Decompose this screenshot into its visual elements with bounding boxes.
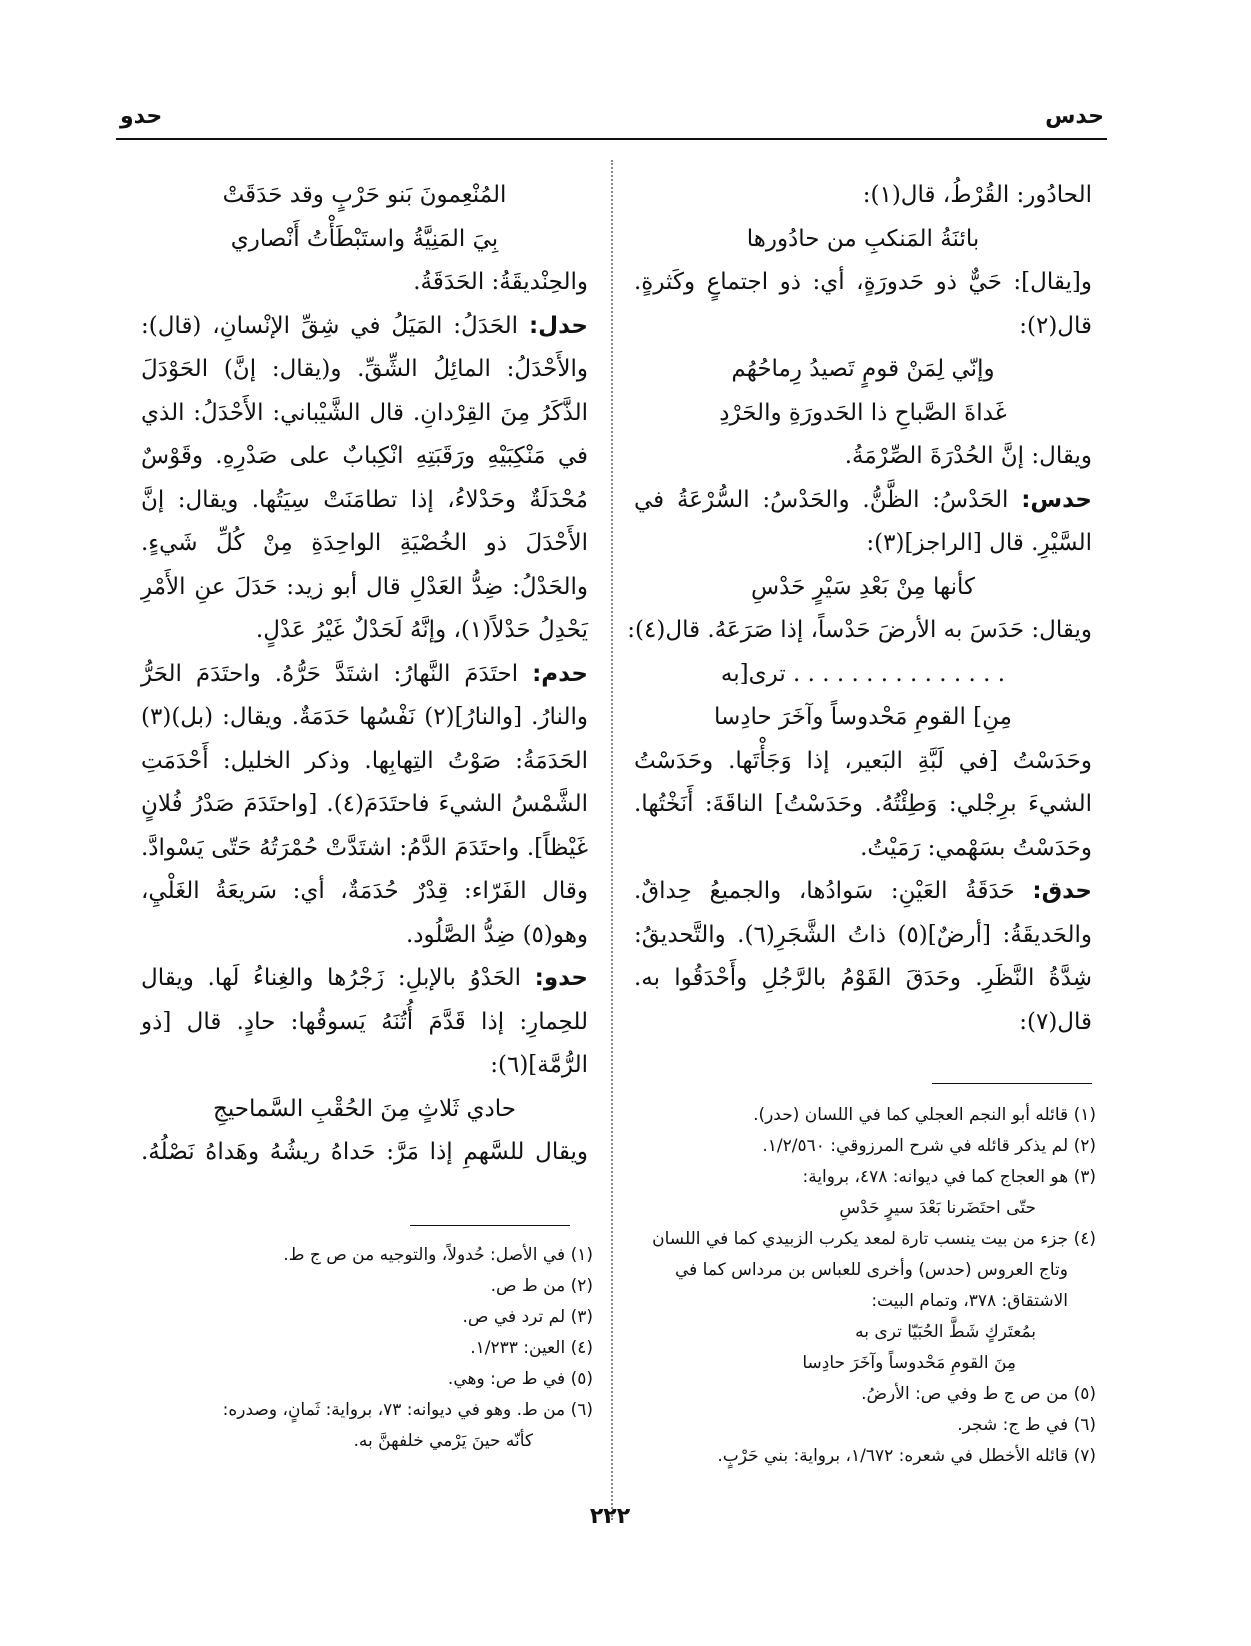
page-number: ٢٢٢ <box>589 1504 631 1529</box>
text-line: الأَحْدَلَ ذو الخُصْيَةِ الواحِدَةِ مِنْ كُلِّ شَيءٍ. <box>141 530 588 556</box>
entry-headword: حدو: <box>534 965 588 991</box>
footnote-rule-right <box>932 1083 1092 1084</box>
text-line: وحَدَسْتُ بسَهْمي: رَمَيْتُ. <box>860 834 1092 861</box>
verse-line: حادي ثَلاثٍ مِنَ الحُقْبِ السَّماحيجِ <box>212 1095 516 1122</box>
text-line: شِدَّةُ النَّظَرِ. وحَدَقَ القَوْمُ بالرَّجُلِ وأَحْدَقُوا به. <box>634 965 1092 991</box>
footnote-continuation: وتاج العروس (حدس) وأخرى للعباس بن مرداس كما في <box>674 1260 1068 1280</box>
text-line: الحَدَمَةُ: صَوْتُ التِهابِها. وذكر الخليل: أَحْدَمَتِ <box>141 747 588 774</box>
verse-line: . . . . . . . . . . . . . . . ترى[به <box>720 660 1006 687</box>
text-line: ويقال: إنَّ الحُدْرَةَ الصِّرْمَةُ. <box>844 443 1092 469</box>
footnote: (٣) لم ترد في ص. <box>462 1307 593 1327</box>
running-header-left: حدو <box>120 104 163 129</box>
text-line: و[يقال]: حَيٌّ ذو حَدورَةٍ، أي: ذو اجتماعٍ وكَثرةٍ. <box>634 269 1092 295</box>
verse-line: مِنِ] القومِ مَحْدوساً وآخَرَ حادِسا <box>714 704 1012 730</box>
verse-line: المُنْعِمونَ بَنو حَرْبٍ وقد حَدَقَتْ <box>222 182 507 208</box>
verse-line: غَداةَ الصَّباحِ ذا الحَدورَةِ والحَرْدِ <box>719 399 1007 426</box>
text-line: الحادُور: القُرْطُ، قال(١): <box>862 182 1092 208</box>
verse-line: بائنَةُ المَنكبِ من حادُورها <box>746 225 980 252</box>
entry-line-hdl: حدل: الحَدَلُ: المَيَلُ في شِقِّ الإنْسانِ، (قال): <box>141 312 588 339</box>
column-divider <box>611 160 613 1520</box>
entry-headword: حدل: <box>528 312 588 339</box>
footnote: (٤) جزء من بيت ينسب تارة لمعد يكرب الزبيدي كما في اللسان <box>652 1229 1096 1249</box>
footnote: (٧) قائله الأخطل في شعره: ١/٦٧٢، برواية: بني حَرْبٍ. <box>717 1446 1096 1466</box>
left-footnotes <box>141 1240 593 1457</box>
text-line: وهو(٥) ضِدُّ الصَّلُود. <box>405 921 588 948</box>
footnote: (١) قائله أبو النجم العجلي كما في اللسان (حدر). <box>753 1105 1096 1125</box>
entry-line-hdw: حدو: الحَدْوُ بالإبلِ: زَجْرُها والغِناءُ لَها. ويقال <box>141 965 588 991</box>
text-line: وحَدَسْتُ [في لَبَّةِ البَعير، إذا وَجَأْتَها. وحَدَسْتُ <box>634 747 1092 774</box>
footnote: (٢) من ط ص. <box>490 1276 593 1296</box>
footnote: (٦) في ط ج: شجر. <box>957 1415 1096 1435</box>
text-line: والحَديقَةُ: [أرضٌ](٥) ذاتُ الشَّجَرِ(٦). والتَّحديقُ: <box>634 921 1093 948</box>
footnote: (٥) في ط ص: وهي. <box>447 1369 593 1389</box>
verse-line: بِيَ المَنِيَّةُ واستَبْطَأْتُ أَنْصاري <box>230 225 499 252</box>
footnote-verse: مِنَ القومِ مَحْدوساً وآخَرَ حادِسا <box>802 1353 1016 1373</box>
footnote: (٦) من ط. وهو في ديوانه: ٧٣، برواية: ثَمانٍ، وصدره: <box>222 1400 593 1420</box>
footnote: (٣) هو العجاج كما في ديوانه: ٤٧٨، برواية: <box>802 1167 1096 1187</box>
text-line: الذَّكَرُ مِنَ القِرْدانِ. قال الشَّيْباني: الأَحْدَلُ: الذي <box>141 399 588 426</box>
entry-headword: حدق: <box>1032 878 1092 904</box>
text-line: يَحْدِلُ حَدْلاً(١)، وإنَّهُ لَحَدْلٌ غَيْرُ عَدْلٍ. <box>255 617 588 643</box>
verse-line: كأنها مِنْ بَعْدِ سَيْرٍ حَدْسِ <box>751 573 975 600</box>
entry-line-hdq: حدق: حَدَقَةُ العَيْنِ: سَوادُها، والجميعُ حِداقٌ. <box>634 878 1092 904</box>
footnote: (٥) من ص ج ط وفي ص: الأرضُ. <box>861 1384 1096 1404</box>
text-line: السَّيْرِ. قال [الراجز](٣): <box>866 530 1092 556</box>
text-line: قال(٢): <box>1019 312 1092 339</box>
right-column <box>627 174 1093 1044</box>
text-line: ويقال: حَدَسَ به الأرضَ حَدْساً، إذا صَرَعَهُ. قال(٤): <box>627 617 1092 643</box>
text-line: للحِمارِ: إذا قَدَّمَ أُتُنَهُ يَسوقُها: حادٍ. قال [ذو <box>141 1008 588 1035</box>
text-line: والحَدْلُ: ضِدُّ العَدْلِ قال أبو زيد: حَدَلَ عنِ الأَمْرِ <box>141 573 588 600</box>
footnote: (٢) لم يذكر قائله في شرح المرزوقي: ١/٢/٥٦٠. <box>762 1136 1096 1156</box>
running-header-right: حدس <box>1045 104 1104 129</box>
text-line: الرُّمَّة](٦): <box>490 1052 588 1078</box>
entry-line-hdm: حدم: احتَدَمَ النَّهارُ: اشتَدَّ حَرُّهُ. واحتَدَمَ الحَرُّ <box>141 660 588 687</box>
verse-line: وإنّي لِمَنْ قومٍ تَصيدُ رِماحُهُم <box>731 356 995 382</box>
entry-line-hds: حدس: الحَدْسُ: الظَّنُّ. والحَدْسُ: السُّرْعَةُ في <box>634 486 1092 513</box>
footnote-verse: حتّى احتَضَرنا بَعْدَ سيرٍ حَدْسِ <box>839 1198 1036 1218</box>
right-footnotes <box>634 1100 1096 1472</box>
header-rule <box>116 138 1107 140</box>
footnote: (٤) العين: ١/٢٣٣. <box>470 1338 593 1358</box>
text-line: في مَنْكِبَيْهِ ورَقَبَتِهِ انْكِبابٌ على صَدْرِهِ. وقَوْسٌ <box>141 443 588 469</box>
entry-headword: حدس: <box>1021 486 1092 513</box>
left-column <box>141 174 588 1175</box>
text-line: وقال الفَرّاء: قِدْرٌ حُدَمَةٌ، أي: سَريعَةُ الغَلْيِ، <box>141 878 588 904</box>
text-line: والنارُ. [والنارُ](٢) نَفْسُها حَدَمَةٌ. ويقال: (بل)(٣) <box>141 704 588 730</box>
entry-headword: حدم: <box>532 660 588 687</box>
text-line: ويقال للسَّهمِ إذا مَرَّ: حَداهُ ريشُهُ وهَداهُ نَصْلُهُ. <box>141 1139 588 1165</box>
text-line: قال(٧): <box>1019 1008 1092 1035</box>
footnote-rule-left <box>410 1225 570 1226</box>
footnote-verse: بمُعتَركٍ شَطَّ الحُبَيّا ترى به <box>855 1322 1036 1342</box>
text-line: والأَحْدَلُ: المائِلُ الشِّقِّ. و(يقال: إنَّ) الحَوْدَلَ <box>141 356 588 382</box>
footnote-verse: كأنّه حينَ يَرْمي خلفهنَّ به. <box>353 1431 533 1451</box>
footnote-continuation: الاشتقاق: ٣٧٨، وتمام البيت: <box>871 1291 1068 1311</box>
text-line: الشَّمْسُ الشيءَ فاحتَدَمَ(٤). [واحتَدَمَ صَدْرُ فُلانٍ <box>141 791 588 817</box>
text-line: مُحْدَلَةٌ وحَدْلاءُ، إذا تطامَنَتْ سِيَتُها. ويقال: إنَّ <box>141 486 588 513</box>
text-line: غَيْظاً]. واحتَدَمَ الدَّمُ: اشتَدَّتْ حُمْرَتُهُ حَتّى يَسْوادَّ. <box>141 834 588 861</box>
footnote: (١) في الأصل: حُدولاً، والتوجيه من ص ج ط. <box>283 1245 593 1265</box>
text-line: والحِنْديقَةُ: الحَدَقَةُ. <box>413 269 588 295</box>
text-line: الشيءَ برِجْلي: وَطِئْتُهُ. وحَدَسْتُ] الناقَةَ: أَنَخْتُها. <box>634 791 1092 817</box>
